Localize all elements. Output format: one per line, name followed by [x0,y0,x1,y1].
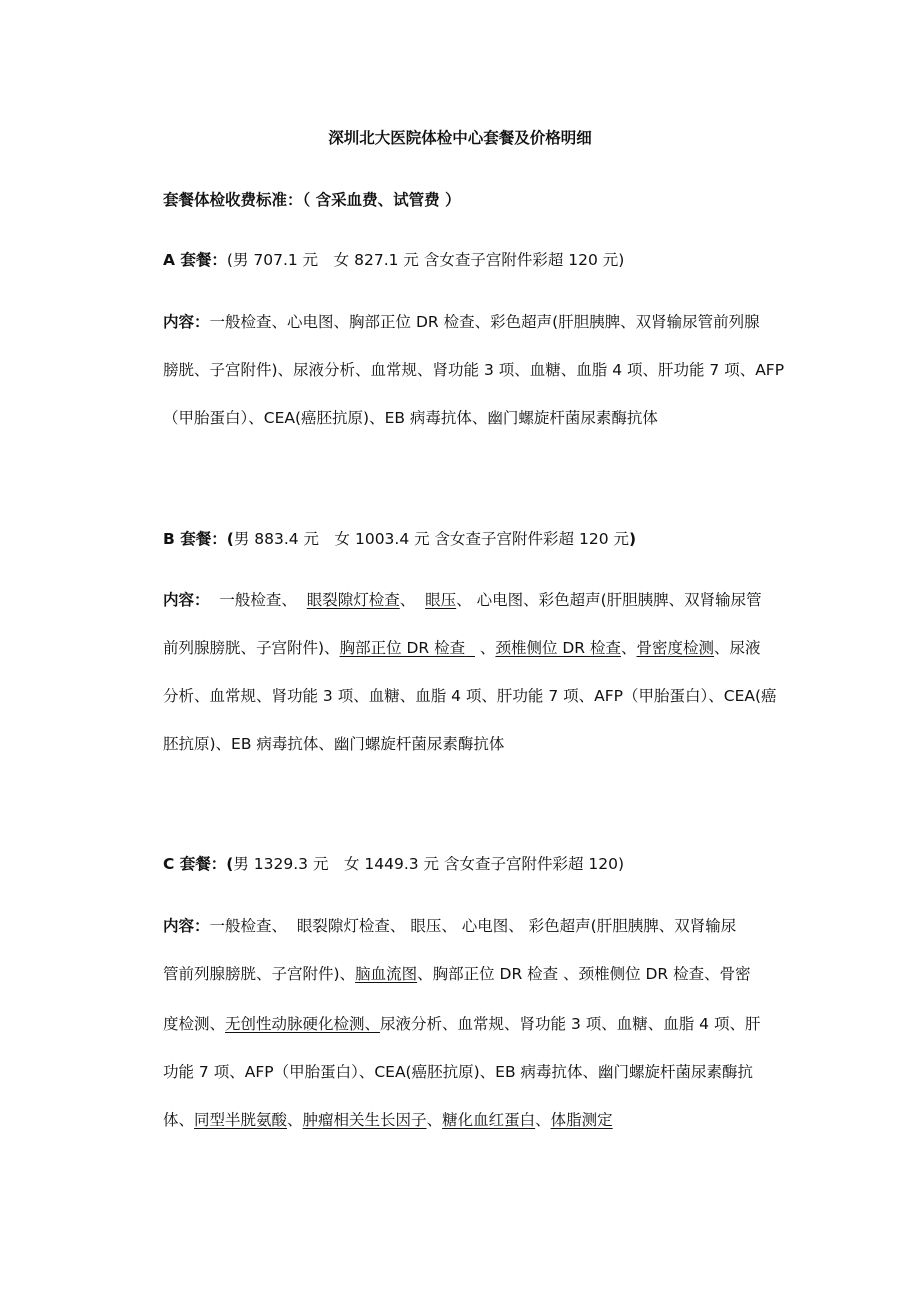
item-text: 、 [399,591,416,609]
item-text: 眼裂隙灯检查、 眼压、 心电图、 彩色超声(肝胆胰脾、双肾输尿 [296,917,737,935]
package-b-paren: ( [226,530,234,548]
package-a-price: (男 707.1 元 女 827.1 元 含女查子宫附件彩超 120 元) [226,251,625,269]
item-text: 管前列腺膀胱、子宫附件)、 [163,965,356,983]
package-c-content-line: 功能 7 项、AFP（甲胎蛋白）、CEA(癌胚抗原)、EB 病毒抗体、幽门螺旋杆菌尿素酶抗 [163,1063,754,1081]
item-text: 、 [287,1111,303,1129]
package-b-name: B 套餐： [163,530,227,548]
package-b-paren: ) [629,530,637,548]
item-text: 、胸部正位 DR 检查 、颈椎侧位 DR 检查、骨密 [417,965,751,983]
package-c-content-line [163,914,736,936]
package-b-content-line [163,636,761,658]
item-hba1c: 糖化血红蛋白 [442,1111,536,1129]
item-text: 、尿液 [714,639,761,657]
item-chest-dr: 胸部正位 DR 检查 [339,639,466,657]
package-b-content-line: 分析、血常规、肾功能 3 项、血糖、血脂 4 项、肝功能 7 项、AFP（甲胎蛋白）、CEA(癌 [163,687,777,705]
content-label: 内容： [163,917,210,935]
package-c-content-line [163,962,751,984]
package-c-price: 男 1329.3 元 女 1449.3 元 含女查子宫附件彩超 120) [233,855,625,873]
package-b-content-line [163,588,762,610]
package-c-name: C 套餐： [163,855,227,873]
item-text: 前列腺膀胱、子宫附件)、 [163,639,340,657]
package-c-paren: ( [226,855,234,873]
package-b-content-line: 胚抗原)、EB 病毒抗体、幽门螺旋杆菌尿素酶抗体 [163,735,505,753]
page-title: 深圳北大医院体检中心套餐及价格明细 [328,129,592,147]
package-c-content-line [163,1012,760,1034]
package-c-content-line [163,1108,613,1130]
item-bone-density: 骨密度检测 [636,639,715,657]
item-text: 度检测、 [163,1015,226,1033]
item-text: 、 [535,1111,551,1129]
package-b-price: 男 883.4 元 女 1003.4 元 含女查子宫附件彩超 120 元 [233,530,629,548]
item-cervical-dr: 颈椎侧位 DR 检查 [495,639,621,657]
package-b-header [163,527,636,549]
item-slit-lamp: 眼裂隙灯检查 [306,591,400,609]
package-c-header [163,852,624,874]
item-text: 、 [621,639,637,657]
package-a-name: A 套餐： [163,251,227,269]
item-arteriosclerosis: 无创性动脉硬化检测、 [225,1015,381,1033]
package-a-items: 一般检查、心电图、胸部正位 DR 检查、彩色超声(肝胆胰脾、双肾输尿管前列腺 [209,313,760,331]
content-label: 内容： [163,313,210,331]
item-homocysteine: 同型半胱氨酸 [194,1111,288,1129]
content-label: 内容： [163,591,210,609]
item-iop: 眼压 [425,591,457,609]
item-tumor-growth-factor: 肿瘤相关生长因子 [302,1111,427,1129]
item-text: 、 心电图、彩色超声(肝胆胰脾、双肾输尿管 [456,591,762,609]
item-text: 尿液分析、血常规、肾功能 3 项、血糖、血脂 4 项、肝 [380,1015,761,1033]
fee-standard: 套餐体检收费标准：（ 含采血费、试管费 ） [163,191,461,209]
item-text: 体、 [163,1111,195,1129]
package-a-content-line: 膀胱、子宫附件)、尿液分析、血常规、肾功能 3 项、血糖、血脂 4 项、肝功能 7 项、AFP [163,361,785,379]
item-text: 一般检查、 [209,917,288,935]
item-body-fat: 体脂测定 [550,1111,613,1129]
item-cerebral-flow: 脑血流图 [355,965,418,983]
package-a-header [163,248,624,270]
item-text: 、 [479,639,496,657]
package-a-content-line [163,310,760,332]
package-a-content-line: （甲胎蛋白）、CEA(癌胚抗原)、EB 病毒抗体、幽门螺旋杆菌尿素酶抗体 [163,409,658,427]
item-text: 一般检查、 [219,591,297,609]
item-text: 、 [426,1111,443,1129]
